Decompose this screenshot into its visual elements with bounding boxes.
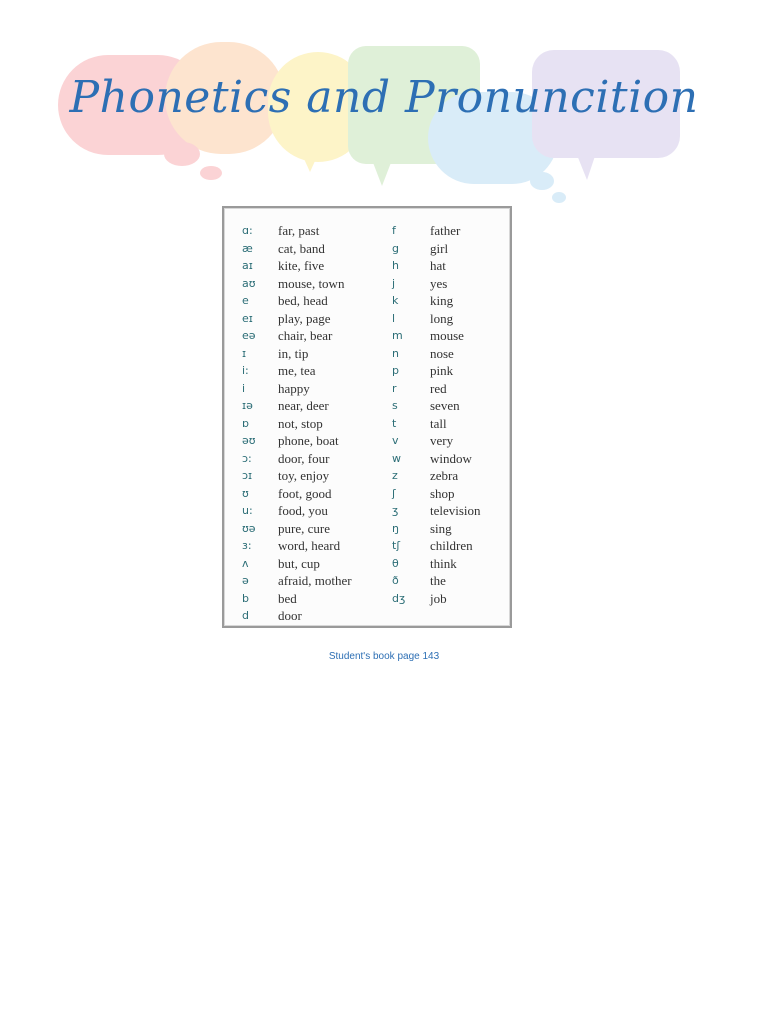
phonetic-symbol: ð [392,574,399,587]
phonetic-symbol: ɪə [242,399,253,412]
header-banner [0,0,768,200]
phonetic-symbol: w [392,451,401,465]
phonetic-symbol: ʃ [392,486,396,500]
phonetic-symbol: aʊ [242,276,256,290]
phonetic-symbol: h [392,259,399,272]
example-words: the [430,573,446,588]
example-words: pure, cure [278,520,330,536]
example-words: yes [430,275,448,291]
phonetic-symbol: eɪ [242,311,253,325]
example-words: window [430,450,472,466]
example-words: phone, boat [278,433,339,448]
phonetic-symbol: ʌ [242,556,249,570]
phonetic-symbol: ə [242,574,249,587]
phonetic-symbol: g [392,241,399,255]
example-words: chair, bear [278,328,333,343]
phonetic-symbol: l [392,311,396,325]
phonetic-symbol: əʊ [242,434,256,447]
phonetic-symbol: u: [242,504,253,517]
example-words: cat, band [278,240,325,256]
phonetic-symbol: k [392,294,399,307]
example-words: red [430,380,447,396]
phonetic-symbol: e [242,294,249,307]
bubble-dot [530,172,554,190]
bubble-dot [552,192,566,203]
example-words: tall [430,415,447,431]
example-words: door [278,608,302,623]
example-words: food, you [278,503,328,518]
example-words: girl [430,240,449,256]
phonetic-symbol: eə [242,329,256,342]
example-words: long [430,310,454,326]
example-words: but, cup [278,555,320,571]
example-words: bed, head [278,293,328,308]
phonetic-symbol: aɪ [242,259,253,272]
example-words: children [430,538,473,553]
example-words: mouse [430,328,464,343]
phonetic-chart-image [222,206,512,628]
example-words: kite, five [278,258,325,273]
example-words: nose [430,345,454,361]
example-words: in, tip [278,345,309,361]
phonetic-symbol: ʊə [242,521,256,535]
phonetic-symbol: f [392,224,396,237]
example-words: sing [430,520,452,536]
example-words: job [430,590,447,606]
phonetic-symbol: æ [242,241,253,255]
example-words: happy [278,380,310,396]
example-words: toy, enjoy [278,468,330,483]
phonetic-symbol: j [392,276,396,290]
bubble-dot [200,166,222,180]
phonetic-symbol: ɔɪ [242,469,253,482]
phonetic-symbol: b [242,591,249,605]
phonetic-symbol: ɔ: [242,451,252,465]
phonetic-symbol: d [242,609,249,622]
phonetic-symbol: ɜ: [242,539,252,552]
example-words: me, tea [278,363,316,378]
phonetic-symbol: tʃ [392,539,401,552]
phonetic-symbol: z [392,469,398,482]
speech-bubble-tail [300,150,320,172]
speech-bubble-tail [575,150,597,180]
phonetic-symbol: p [392,364,399,377]
image-caption: Student's book page 143 [328,651,440,662]
phonetic-symbol: θ [392,556,399,570]
phonetic-symbol: i: [242,364,249,377]
example-words: pink [430,363,454,378]
phonetic-symbol: t [392,416,397,430]
page-title: Phonetics and Pronuncition [69,72,699,123]
bubble-dot [164,142,200,166]
phonetic-symbol: v [392,434,399,447]
phonetic-symbol: ɑ: [242,224,253,237]
speech-bubble-tail [372,160,392,186]
example-words: afraid, mother [278,573,352,588]
phonetic-symbol: ɪ [242,346,247,360]
phonetic-symbol: dʒ [392,591,406,605]
example-words: shop [430,485,455,501]
example-words: very [430,433,454,448]
example-words: near, deer [278,398,329,413]
example-words: far, past [278,223,320,238]
phonetic-symbol: m [392,329,403,342]
example-words: word, heard [278,538,341,553]
example-words: foot, good [278,485,332,501]
phonetic-symbol: r [392,381,397,395]
phonetic-symbol: ʊ [242,486,249,500]
phonetic-symbol: ʒ [392,504,399,517]
example-words: not, stop [278,415,323,431]
example-words: father [430,223,461,238]
phonetic-symbol: s [392,399,398,412]
example-words: play, page [278,310,331,326]
example-words: zebra [430,468,459,483]
example-words: mouse, town [278,275,345,291]
example-words: king [430,293,454,308]
phonetic-symbol: n [392,346,399,360]
phonetic-symbol: i [242,381,246,395]
example-words: door, four [278,450,330,466]
example-words: think [430,555,457,571]
example-words: television [430,503,481,518]
phonetic-symbol: ŋ [392,521,399,535]
example-words: seven [430,398,460,413]
example-words: bed [278,590,297,606]
phonetic-symbol: ɒ [242,416,249,430]
example-words: hat [430,258,446,273]
